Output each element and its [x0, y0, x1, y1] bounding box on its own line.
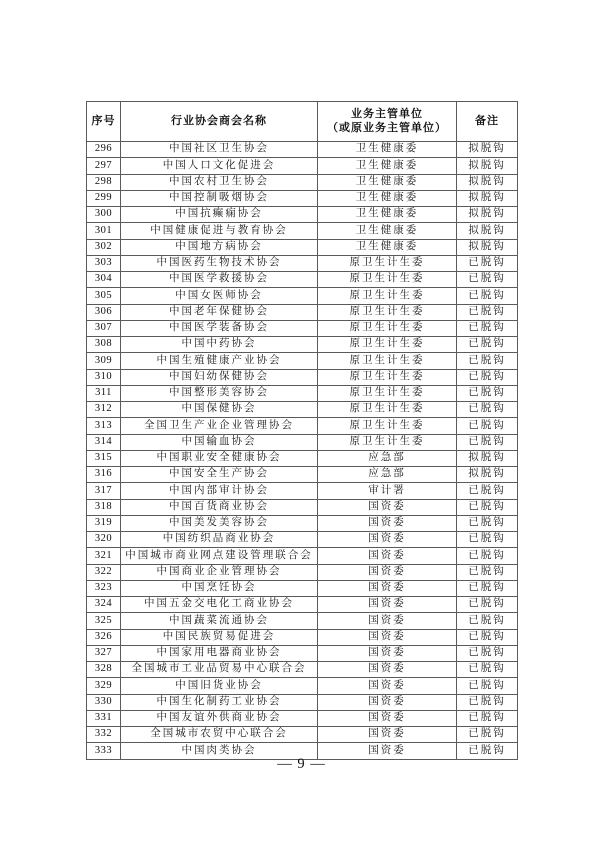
cell-association-name: 全国卫生产业企业管理协会	[121, 418, 318, 434]
table-row	[87, 142, 518, 158]
header-association-name: 行业协会商会名称	[121, 102, 318, 142]
cell-association-name: 中国中药协会	[121, 337, 318, 353]
cell-supervisory-unit: 原卫生计生委	[318, 304, 457, 320]
cell-supervisory-unit: 国资委	[318, 629, 457, 645]
cell-remark: 已脱钩	[457, 548, 518, 564]
table-header-row	[87, 102, 518, 142]
page-number: — 9 —	[277, 756, 326, 772]
table-row	[87, 662, 518, 678]
table-row	[87, 402, 518, 418]
cell-serial-number: 299	[87, 190, 121, 206]
cell-serial-number: 306	[87, 304, 121, 320]
cell-serial-number: 308	[87, 337, 121, 353]
table-row	[87, 190, 518, 206]
table-row	[87, 467, 518, 483]
cell-remark: 已脱钩	[457, 580, 518, 596]
table-row	[87, 645, 518, 661]
cell-supervisory-unit: 原卫生计生委	[318, 320, 457, 336]
cell-supervisory-unit: 卫生健康委	[318, 207, 457, 223]
table-row	[87, 418, 518, 434]
cell-serial-number: 322	[87, 564, 121, 580]
cell-serial-number: 330	[87, 694, 121, 710]
cell-supervisory-unit: 原卫生计生委	[318, 418, 457, 434]
table-row	[87, 320, 518, 336]
cell-association-name: 中国友谊外供商业协会	[121, 710, 318, 726]
header-supervisory-unit-line1: 业务主管单位	[351, 107, 423, 120]
cell-remark: 已脱钩	[457, 629, 518, 645]
table-row	[87, 613, 518, 629]
table-row	[87, 450, 518, 466]
cell-remark: 已脱钩	[457, 369, 518, 385]
cell-remark: 已脱钩	[457, 272, 518, 288]
cell-supervisory-unit: 卫生健康委	[318, 142, 457, 158]
cell-association-name: 中国老年保健协会	[121, 304, 318, 320]
cell-association-name: 中国五金交电化工商业协会	[121, 597, 318, 613]
cell-remark: 拟脱钩	[457, 207, 518, 223]
cell-remark: 拟脱钩	[457, 450, 518, 466]
cell-association-name: 中国生殖健康产业协会	[121, 353, 318, 369]
table-row	[87, 694, 518, 710]
table-row	[87, 678, 518, 694]
cell-supervisory-unit: 原卫生计生委	[318, 369, 457, 385]
cell-association-name: 中国医学装备协会	[121, 320, 318, 336]
cell-supervisory-unit: 国资委	[318, 678, 457, 694]
cell-remark: 已脱钩	[457, 288, 518, 304]
association-table	[86, 101, 518, 760]
cell-serial-number: 331	[87, 710, 121, 726]
cell-remark: 已脱钩	[457, 353, 518, 369]
cell-serial-number: 301	[87, 223, 121, 239]
cell-serial-number: 325	[87, 613, 121, 629]
cell-supervisory-unit: 卫生健康委	[318, 174, 457, 190]
cell-association-name: 中国蔬菜流通协会	[121, 613, 318, 629]
cell-association-name: 中国生化制药工业协会	[121, 694, 318, 710]
table-row	[87, 499, 518, 515]
cell-serial-number: 313	[87, 418, 121, 434]
cell-remark: 已脱钩	[457, 515, 518, 531]
cell-serial-number: 321	[87, 548, 121, 564]
cell-supervisory-unit: 国资委	[318, 564, 457, 580]
cell-supervisory-unit: 应急部	[318, 450, 457, 466]
table-row	[87, 174, 518, 190]
cell-serial-number: 329	[87, 678, 121, 694]
cell-remark: 拟脱钩	[457, 467, 518, 483]
cell-serial-number: 324	[87, 597, 121, 613]
cell-association-name: 中国民族贸易促进会	[121, 629, 318, 645]
table-row	[87, 548, 518, 564]
cell-serial-number: 318	[87, 499, 121, 515]
header-serial-number: 序号	[87, 102, 121, 142]
cell-serial-number: 326	[87, 629, 121, 645]
table-row	[87, 255, 518, 271]
table-row	[87, 483, 518, 499]
cell-association-name: 中国控制吸烟协会	[121, 190, 318, 206]
cell-association-name: 中国职业安全健康协会	[121, 450, 318, 466]
cell-serial-number: 319	[87, 515, 121, 531]
cell-remark: 已脱钩	[457, 710, 518, 726]
cell-association-name: 中国社区卫生协会	[121, 142, 318, 158]
cell-association-name: 中国健康促进与教育协会	[121, 223, 318, 239]
cell-supervisory-unit: 审计署	[318, 483, 457, 499]
cell-supervisory-unit: 国资委	[318, 532, 457, 548]
cell-serial-number: 314	[87, 434, 121, 450]
cell-supervisory-unit: 国资委	[318, 743, 457, 759]
cell-association-name: 中国商业企业管理协会	[121, 564, 318, 580]
cell-remark: 已脱钩	[457, 662, 518, 678]
cell-association-name: 中国人口文化促进会	[121, 158, 318, 174]
cell-remark: 已脱钩	[457, 320, 518, 336]
cell-remark: 已脱钩	[457, 727, 518, 743]
cell-supervisory-unit: 原卫生计生委	[318, 353, 457, 369]
table-row	[87, 337, 518, 353]
cell-remark: 已脱钩	[457, 743, 518, 759]
cell-association-name: 中国烹饪协会	[121, 580, 318, 596]
cell-supervisory-unit: 卫生健康委	[318, 190, 457, 206]
cell-remark: 已脱钩	[457, 483, 518, 499]
cell-remark: 已脱钩	[457, 613, 518, 629]
cell-supervisory-unit: 卫生健康委	[318, 158, 457, 174]
cell-association-name: 中国旧货业协会	[121, 678, 318, 694]
cell-association-name: 中国女医师协会	[121, 288, 318, 304]
cell-supervisory-unit: 国资委	[318, 515, 457, 531]
cell-remark: 已脱钩	[457, 499, 518, 515]
cell-supervisory-unit: 原卫生计生委	[318, 402, 457, 418]
cell-serial-number: 332	[87, 727, 121, 743]
cell-association-name: 中国城市商业网点建设管理联合会	[121, 548, 318, 564]
header-supervisory-unit	[318, 102, 457, 142]
cell-association-name: 中国医药生物技术协会	[121, 255, 318, 271]
header-supervisory-unit-line2: （或原业务主管单位）	[327, 121, 447, 134]
cell-remark: 已脱钩	[457, 385, 518, 401]
table-row	[87, 385, 518, 401]
cell-supervisory-unit: 国资委	[318, 580, 457, 596]
cell-remark: 已脱钩	[457, 564, 518, 580]
cell-supervisory-unit: 原卫生计生委	[318, 434, 457, 450]
cell-serial-number: 298	[87, 174, 121, 190]
cell-serial-number: 310	[87, 369, 121, 385]
cell-serial-number: 320	[87, 532, 121, 548]
cell-association-name: 中国地方病协会	[121, 239, 318, 255]
cell-association-name: 中国家用电器商业协会	[121, 645, 318, 661]
cell-remark: 拟脱钩	[457, 142, 518, 158]
header-remark: 备注	[457, 102, 518, 142]
table-row	[87, 727, 518, 743]
cell-serial-number: 307	[87, 320, 121, 336]
cell-association-name: 全国城市工业品贸易中心联合会	[121, 662, 318, 678]
cell-association-name: 中国农村卫生协会	[121, 174, 318, 190]
cell-association-name: 中国内部审计协会	[121, 483, 318, 499]
cell-serial-number: 328	[87, 662, 121, 678]
cell-remark: 已脱钩	[457, 304, 518, 320]
table-row	[87, 434, 518, 450]
cell-supervisory-unit: 卫生健康委	[318, 239, 457, 255]
cell-remark: 已脱钩	[457, 532, 518, 548]
cell-supervisory-unit: 国资委	[318, 613, 457, 629]
table-row	[87, 288, 518, 304]
table-row	[87, 629, 518, 645]
cell-supervisory-unit: 原卫生计生委	[318, 272, 457, 288]
cell-supervisory-unit: 原卫生计生委	[318, 288, 457, 304]
table-row	[87, 597, 518, 613]
table-row	[87, 272, 518, 288]
cell-association-name: 中国保健协会	[121, 402, 318, 418]
cell-serial-number: 309	[87, 353, 121, 369]
cell-serial-number: 302	[87, 239, 121, 255]
table-row	[87, 369, 518, 385]
cell-remark: 已脱钩	[457, 678, 518, 694]
cell-serial-number: 317	[87, 483, 121, 499]
cell-serial-number: 304	[87, 272, 121, 288]
cell-serial-number: 300	[87, 207, 121, 223]
cell-remark: 已脱钩	[457, 255, 518, 271]
cell-association-name: 中国安全生产协会	[121, 467, 318, 483]
cell-supervisory-unit: 国资委	[318, 710, 457, 726]
cell-remark: 拟脱钩	[457, 223, 518, 239]
table-row	[87, 515, 518, 531]
cell-association-name: 中国纺织品商业协会	[121, 532, 318, 548]
cell-supervisory-unit: 国资委	[318, 662, 457, 678]
table-row	[87, 239, 518, 255]
table-row	[87, 532, 518, 548]
table-row	[87, 580, 518, 596]
cell-serial-number: 333	[87, 743, 121, 759]
cell-supervisory-unit: 国资委	[318, 645, 457, 661]
table-row	[87, 353, 518, 369]
cell-serial-number: 315	[87, 450, 121, 466]
cell-association-name: 中国抗癫痫协会	[121, 207, 318, 223]
cell-supervisory-unit: 国资委	[318, 597, 457, 613]
cell-supervisory-unit: 原卫生计生委	[318, 385, 457, 401]
cell-serial-number: 303	[87, 255, 121, 271]
cell-serial-number: 305	[87, 288, 121, 304]
cell-remark: 拟脱钩	[457, 174, 518, 190]
cell-remark: 拟脱钩	[457, 190, 518, 206]
cell-association-name: 中国输血协会	[121, 434, 318, 450]
table-row	[87, 304, 518, 320]
cell-serial-number: 297	[87, 158, 121, 174]
table-row	[87, 207, 518, 223]
cell-association-name: 中国肉类协会	[121, 743, 318, 759]
cell-serial-number: 296	[87, 142, 121, 158]
cell-serial-number: 323	[87, 580, 121, 596]
cell-remark: 已脱钩	[457, 645, 518, 661]
cell-remark: 拟脱钩	[457, 239, 518, 255]
cell-supervisory-unit: 国资委	[318, 499, 457, 515]
table-row	[87, 564, 518, 580]
cell-supervisory-unit: 应急部	[318, 467, 457, 483]
cell-remark: 已脱钩	[457, 337, 518, 353]
cell-supervisory-unit: 卫生健康委	[318, 223, 457, 239]
table-row	[87, 223, 518, 239]
cell-remark: 已脱钩	[457, 418, 518, 434]
cell-association-name: 中国妇幼保健协会	[121, 369, 318, 385]
cell-association-name: 中国百货商业协会	[121, 499, 318, 515]
cell-association-name: 中国美发美容协会	[121, 515, 318, 531]
cell-supervisory-unit: 原卫生计生委	[318, 337, 457, 353]
cell-serial-number: 316	[87, 467, 121, 483]
cell-serial-number: 311	[87, 385, 121, 401]
cell-association-name: 中国医学救援协会	[121, 272, 318, 288]
cell-supervisory-unit: 原卫生计生委	[318, 255, 457, 271]
cell-serial-number: 312	[87, 402, 121, 418]
cell-supervisory-unit: 国资委	[318, 548, 457, 564]
table-body	[87, 142, 518, 760]
cell-remark: 已脱钩	[457, 434, 518, 450]
cell-remark: 已脱钩	[457, 597, 518, 613]
cell-association-name: 中国整形美容协会	[121, 385, 318, 401]
cell-serial-number: 327	[87, 645, 121, 661]
cell-remark: 已脱钩	[457, 694, 518, 710]
cell-supervisory-unit: 国资委	[318, 694, 457, 710]
cell-association-name: 全国城市农贸中心联合会	[121, 727, 318, 743]
cell-supervisory-unit: 国资委	[318, 727, 457, 743]
table-row	[87, 710, 518, 726]
cell-remark: 拟脱钩	[457, 158, 518, 174]
cell-remark: 已脱钩	[457, 402, 518, 418]
table-row	[87, 158, 518, 174]
